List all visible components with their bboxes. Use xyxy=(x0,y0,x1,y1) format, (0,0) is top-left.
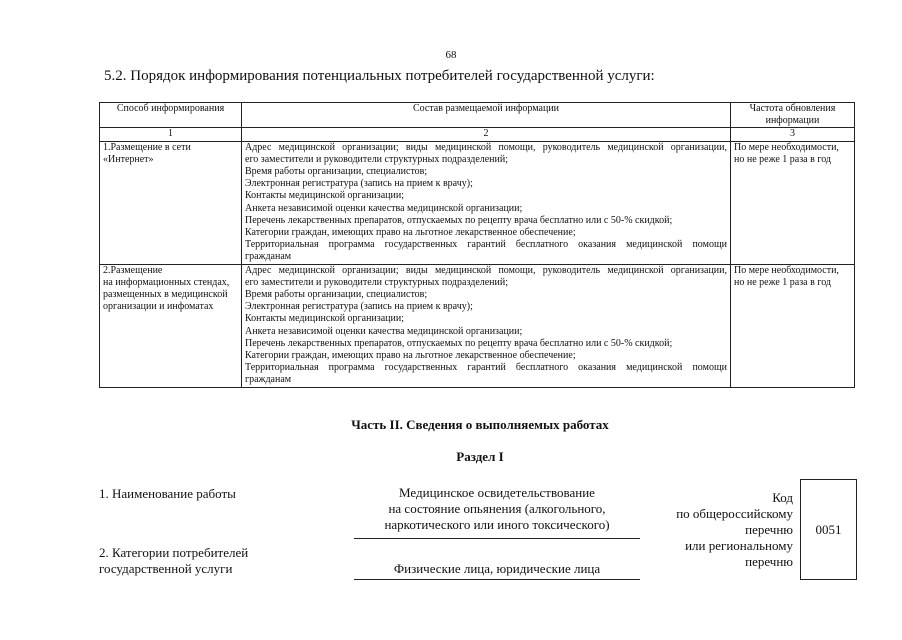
content-line: его заместители и руководители структурных подразделений; xyxy=(245,276,509,288)
method-cell xyxy=(100,141,242,264)
content-line: Территориальная программа государственных гарантий бесплатного оказания медицинской помощи xyxy=(245,239,727,251)
header-method: Способ информирования xyxy=(100,103,242,128)
content-line: Электронная регистратура (запись на прием к врачу); xyxy=(245,301,473,313)
consumers-value: Физические лица, юридические лица xyxy=(393,561,601,576)
content-line: гражданам xyxy=(245,374,292,386)
content-line: Время работы организации, специалистов; xyxy=(245,289,428,301)
frequency-line: но не реже 1 раза в год xyxy=(734,276,831,288)
content-line: Категории граждан, имеющих право на льготное лекарственное обеспечение; xyxy=(245,227,576,239)
work-name-line: Медицинское освидетельствование xyxy=(399,485,595,500)
code-label-line: по общероссийскому xyxy=(676,506,793,521)
header-frequency: Частота обновления информации xyxy=(731,103,855,128)
code-box xyxy=(800,479,857,580)
section-title: Раздел I xyxy=(456,449,504,464)
frequency-cell xyxy=(731,141,855,264)
part-title: Часть II. Сведения о выполняемых работах xyxy=(351,417,609,432)
table-header-row xyxy=(100,103,855,128)
content-line: Адрес медицинской организации; виды медицинской помощи, руководитель медицинской организации, xyxy=(245,141,727,153)
method-line: на информационных стендах, xyxy=(103,276,230,288)
content-line: Контакты медицинской организации; xyxy=(245,313,405,325)
content-cell xyxy=(242,264,731,387)
consumers-label-line: 2. Категории потребителей xyxy=(99,545,249,560)
code-label xyxy=(640,490,793,570)
content-line: Контакты медицинской организации; xyxy=(245,190,405,202)
table-index-row xyxy=(100,128,855,141)
index-2: 2 xyxy=(242,128,731,141)
method-line: организации и инфоматах xyxy=(103,301,214,313)
table-row xyxy=(100,141,855,264)
content-line: Перечень лекарственных препаратов, отпускаемых по рецепту врача бесплатно или с 50-% скидкой; xyxy=(245,214,673,226)
content-line: Анкета независимой оценки качества медицинской организации; xyxy=(245,325,523,337)
frequency-line: но не реже 1 раза в год xyxy=(734,153,831,165)
code-value: 0051 xyxy=(815,521,842,537)
code-label-line: Код xyxy=(772,490,793,505)
information-table xyxy=(99,102,855,388)
consumers-label xyxy=(99,545,299,577)
header-content: Состав размещаемой информации xyxy=(242,103,731,128)
consumers-underline xyxy=(354,579,640,580)
method-line: 2.Размещение xyxy=(103,264,163,276)
work-name-line: на состояние опьянения (алкогольного, xyxy=(388,501,606,516)
code-label-line: или региональному xyxy=(685,538,793,553)
work-name-underline xyxy=(354,538,640,539)
code-label-line: перечню xyxy=(745,522,793,537)
section-heading: 5.2. Порядок информирования потенциальных потребителей государственной услуги: xyxy=(104,68,655,84)
index-1: 1 xyxy=(100,128,242,141)
content-line: Категории граждан, имеющих право на льготное лекарственное обеспечение; xyxy=(245,350,576,362)
method-line: 1.Размещение в сети xyxy=(103,141,191,153)
content-line: Анкета независимой оценки качества медицинской организации; xyxy=(245,202,523,214)
content-line: Перечень лекарственных препаратов, отпускаемых по рецепту врача бесплатно или с 50-% скидкой; xyxy=(245,337,673,349)
content-line: Электронная регистратура (запись на прием к врачу); xyxy=(245,178,473,190)
work-name-value xyxy=(354,485,640,533)
method-line: «Интернет» xyxy=(103,153,154,165)
page-number: 68 xyxy=(445,49,457,61)
frequency-line: По мере необходимости, xyxy=(734,264,839,276)
frequency-cell xyxy=(731,264,855,387)
content-line: Адрес медицинской организации; виды медицинской помощи, руководитель медицинской организации, xyxy=(245,264,727,276)
content-line: его заместители и руководители структурных подразделений; xyxy=(245,153,509,165)
table-row xyxy=(100,264,855,387)
content-line: Время работы организации, специалистов; xyxy=(245,166,428,178)
content-cell xyxy=(242,141,731,264)
method-cell xyxy=(100,264,242,387)
consumers-label-line: государственной услуги xyxy=(99,561,233,576)
work-name-label: 1. Наименование работы xyxy=(99,486,236,501)
method-line: размещенных в медицинской xyxy=(103,289,228,301)
index-3: 3 xyxy=(731,128,855,141)
code-label-line: перечню xyxy=(745,554,793,569)
frequency-line: По мере необходимости, xyxy=(734,141,839,153)
content-line: Территориальная программа государственных гарантий бесплатного оказания медицинской помощи xyxy=(245,362,727,374)
content-line: гражданам xyxy=(245,251,292,263)
work-name-line: наркотического или иного токсического) xyxy=(384,517,610,532)
